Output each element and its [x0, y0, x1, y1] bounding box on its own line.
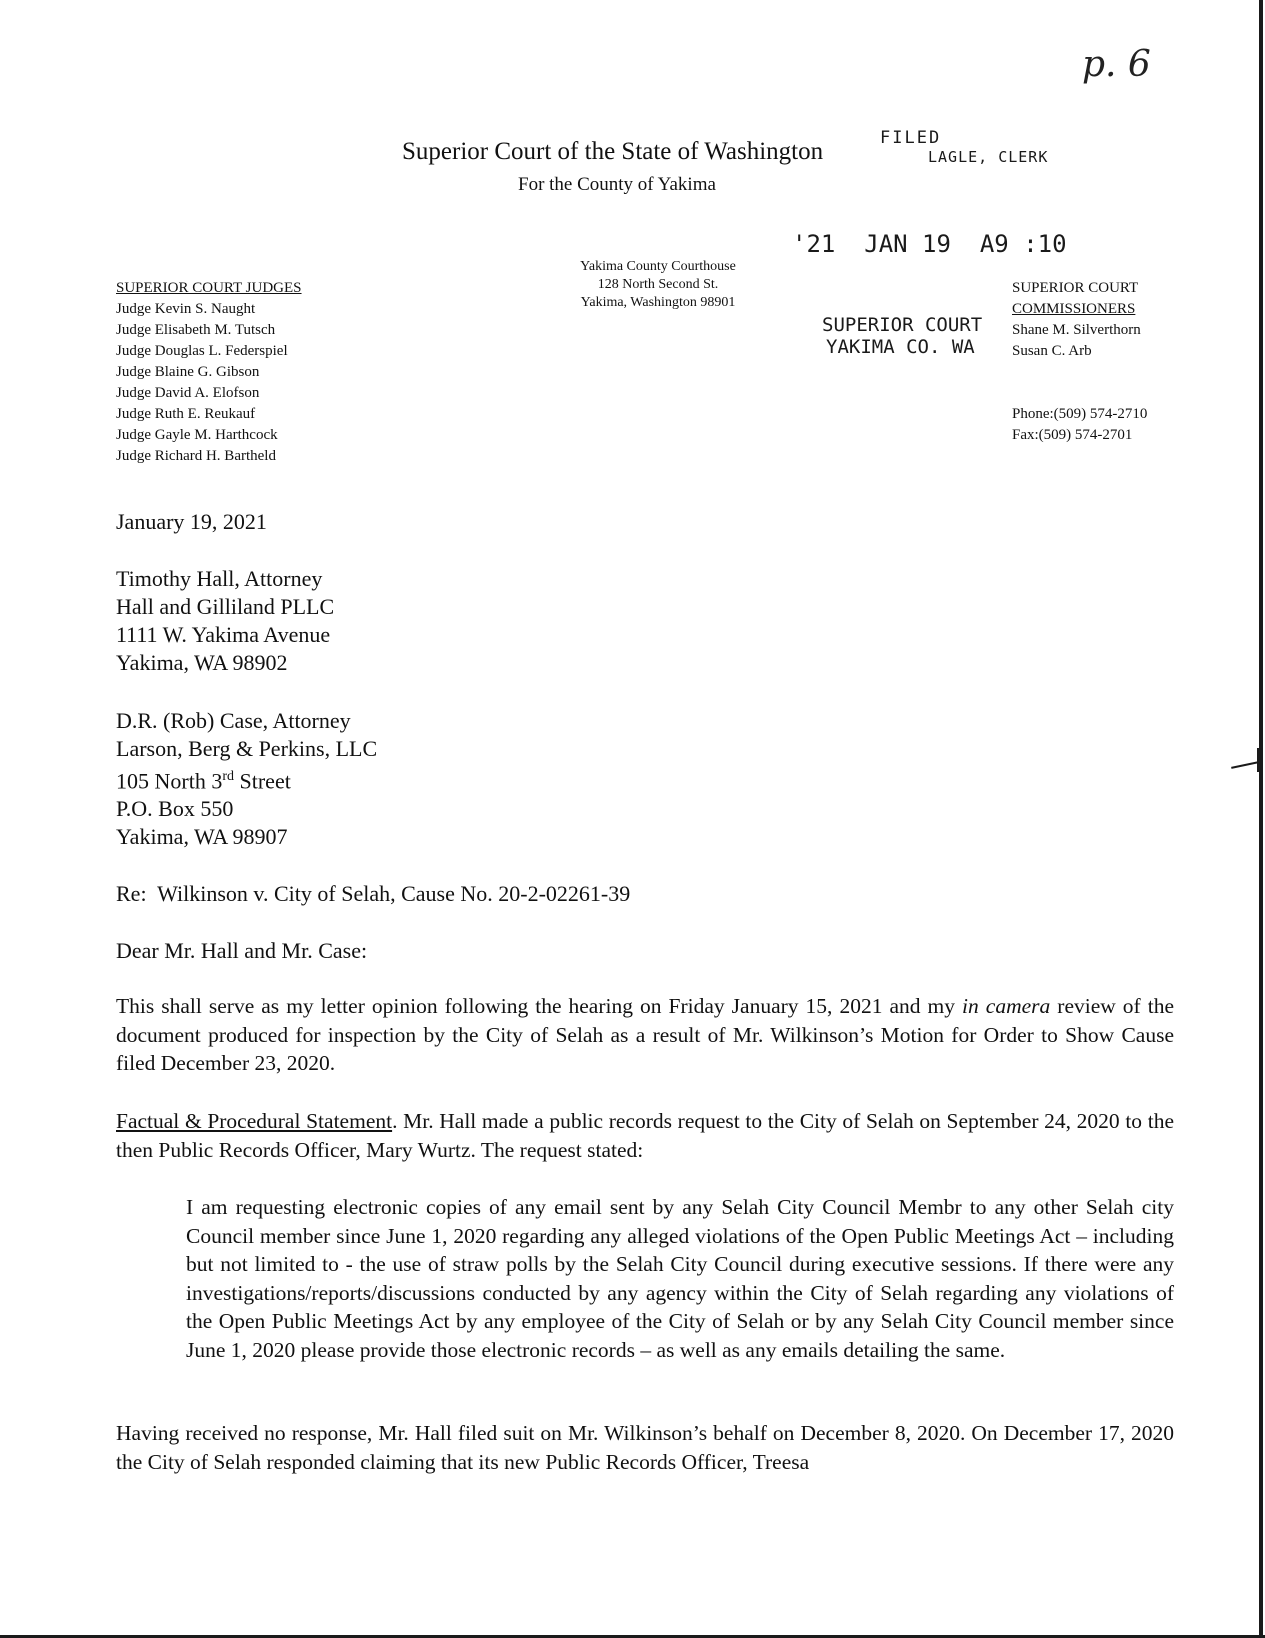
filed-stamp-court: SUPERIOR COURT — [822, 314, 983, 336]
courthouse-name: Yakima County Courthouse — [580, 259, 736, 274]
courthouse-address — [548, 258, 768, 312]
court-title: Superior Court of the State of Washington — [402, 138, 824, 165]
judges-heading: SUPERIOR COURT JUDGES — [116, 280, 302, 296]
opening-paragraph: This shall serve as my letter opinion following the hearing on Friday January 15, 2021 and my in camera review of the document produced for inspection by the City of Selah as a result of Mr. Wilkinson’s Motion for Order to Show Cause filed December 23, 2020. — [116, 994, 1175, 1075]
recipient-2-name: D.R. (Rob) Case, Attorney — [116, 708, 351, 733]
judges-list — [116, 278, 302, 467]
commissioners-heading-1: SUPERIOR COURT — [1012, 280, 1139, 296]
letter-date: January 19, 2021 — [116, 509, 267, 534]
courthouse-city: Yakima, Washington 98901 — [580, 295, 736, 310]
recipient-1-street: 1111 W. Yakima Avenue — [116, 622, 331, 647]
judge-name: Judge Blaine G. Gibson — [116, 364, 260, 380]
commissioner-name: Susan C. Arb — [1012, 343, 1092, 359]
judge-name: Judge Kevin S. Naught — [116, 301, 256, 317]
handwritten-page-number: p. 6 — [1082, 44, 1151, 85]
judge-name: Judge Elisabeth M. Tutsch — [116, 322, 276, 338]
recipient-2-city: Yakima, WA 98907 — [116, 824, 288, 850]
response-paragraph: Having received no response, Mr. Hall filed suit on Mr. Wilkinson’s behalf on December 8, 2020. On December 17, 2020 the City of Selah responded claiming that its new Public Records Officer, Treesa — [116, 1421, 1174, 1474]
scan-mark — [1257, 748, 1259, 772]
filed-stamp-clerk: LAGLE, CLERK — [928, 148, 1049, 166]
re-line: Re: Wilkinson v. City of Selah, Cause No. 20-2-02261-39 — [116, 881, 631, 906]
judge-name: Judge Gayle M. Harthcock — [116, 427, 278, 443]
judge-name: Judge Douglas L. Federspiel — [116, 343, 288, 359]
scan-mark — [1231, 761, 1259, 769]
recipient-2-street: 105 North 3rd Street — [116, 768, 291, 794]
commissioners-list — [1012, 278, 1141, 362]
judge-name: Judge Richard H. Bartheld — [116, 448, 276, 464]
recipient-2-po-box: P.O. Box 550 — [116, 796, 234, 822]
commissioner-name: Shane M. Silverthorn — [1012, 322, 1141, 338]
court-subtitle: For the County of Yakima — [518, 174, 716, 195]
recipient-1-city: Yakima, WA 98902 — [116, 650, 288, 675]
judge-name: Judge Ruth E. Reukauf — [116, 406, 256, 422]
courthouse-street: 128 North Second St. — [597, 277, 719, 292]
judge-name: Judge David A. Elofson — [116, 385, 260, 401]
recipient-1-firm: Hall and Gilliland PLLC — [116, 594, 335, 619]
phone-number: Phone:(509) 574-2710 — [1012, 406, 1148, 422]
section-heading: Factual & Procedural Statement — [116, 1109, 393, 1133]
recipient-2-address — [116, 707, 377, 851]
filed-stamp-date: '21 JAN 19 A9 :10 — [792, 230, 1067, 258]
scan-edge-right — [1259, 0, 1263, 1638]
recipient-1-address — [116, 565, 334, 677]
records-request-quote: I am requesting electronic copies of any email sent by any Selah City Council Membr to any other Selah city Council member since June 1, 2020 regarding any alleged violations of the Open Public Meetings Act – including but not limited to - the use of straw polls by the Selah City Council during executive sessions. If there were any investigations/reports/discussions conducted by any agency within the City of Selah regarding any violations of the Open Public Meetings Act by any employee of the City of Selah or by any Selah City Council member since June 1, 2020 please provide those electronic records – as well as any emails detailing the same. — [186, 1195, 1174, 1362]
filed-stamp-county: YAKIMA CO. WA — [826, 336, 975, 358]
commissioners-heading-2: COMMISSIONERS — [1012, 301, 1136, 317]
fax-number: Fax:(509) 574-2701 — [1012, 427, 1133, 443]
contact-info — [1012, 404, 1147, 446]
recipient-1-name: Timothy Hall, Attorney — [116, 566, 323, 591]
salutation: Dear Mr. Hall and Mr. Case: — [116, 938, 368, 963]
factual-statement-paragraph: Factual & Procedural Statement. Mr. Hall made a public records request to the City of Selah on September 24, 2020 to the then Public Records Officer, Mary Wurtz. The request stated: — [116, 1109, 1174, 1162]
filed-stamp-label: FILED — [880, 128, 942, 148]
recipient-2-firm: Larson, Berg & Perkins, LLC — [116, 736, 378, 761]
